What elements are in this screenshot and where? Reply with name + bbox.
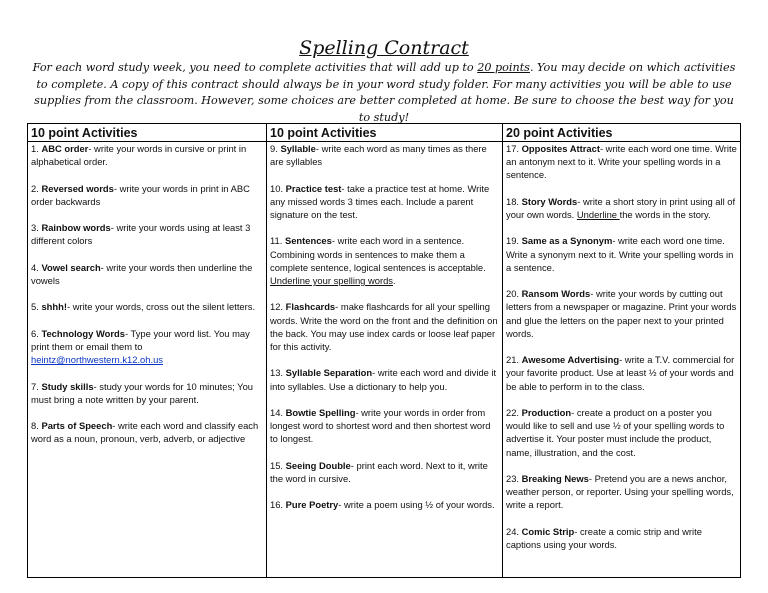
activity-name: Comic Strip <box>521 525 575 537</box>
activity-name: Study skills <box>41 380 94 392</box>
activity-column <box>267 142 503 578</box>
activity-name: Syllable Separation <box>285 367 373 379</box>
activity-item: 11. Sentences- write each word in a sentence. Combining words in sentences to make them a complete sentence, logical sentences is acceptable. Underline your spelling words. <box>270 235 486 286</box>
activity-item: 4. Vowel search- write your words then underline the vowels <box>31 261 253 286</box>
activity-name: ABC order <box>41 143 89 154</box>
activity-item: 15. Seeing Double- print each word. Next to it, write the word in cursive. <box>270 459 488 484</box>
activity-name: Ransom Words <box>521 288 591 300</box>
column-heading: 20 point Activities <box>503 124 741 142</box>
activity-name: Syllable <box>280 143 316 154</box>
activity-name: Bowtie Spelling <box>285 406 356 418</box>
column-heading: 10 point Activities <box>267 124 503 142</box>
activity-item: 5. shhh!- write your words, cross out the silent letters. <box>31 301 256 313</box>
activity-item: 9. Syllable- write each word as many times as there are syllables <box>270 143 487 168</box>
activity-name: Flashcards <box>285 301 336 313</box>
activity-item: 14. Bowtie Spelling- write your words in order from longest word to shortest word and then shortest word to longest. <box>270 406 491 445</box>
activity-item: 13. Syllable Separation- write each word and divide it into syllables. Use a dictionary to help you. <box>270 367 497 392</box>
page-title: Spelling Contract <box>299 37 469 59</box>
activity-name: Story Words <box>521 195 578 207</box>
activity-item: 23. Breaking News- Pretend you are a news anchor, weather person, or reporter. Using your spelling words, write a report. <box>506 472 734 511</box>
intro-text-2: . You may decide on which activities to complete. A copy of this contract should always be in your word study folder. For many activities you will be able to use supplies from the classroom. However, some choices are better completed at home. Be sure to choose the best way for you to study! <box>34 61 736 124</box>
activity-item: 3. Rainbow words- write your words using at least 3 different colors <box>31 222 251 247</box>
activity-item: 24. Comic Strip- create a comic strip and write captions using your words. <box>506 525 702 550</box>
activity-name: Practice test <box>285 182 342 194</box>
activity-item: 20. Ransom Words- write your words by cutting out letters from a newspaper or magazine. Print your words and glue the letters on the paper next to your printed words. <box>506 288 737 339</box>
activity-name: Opposites Attract <box>521 143 600 154</box>
activity-column <box>503 142 741 578</box>
activity-item: 12. Flashcards- make flashcards for all your spelling words. Write the word on the front and the definition on the back. You may use index cards or loose leaf paper for this activity. <box>270 301 498 352</box>
activity-item: 10. Practice test- take a practice test at home. Write any missed words 3 times each. Include a parent signature on the test. <box>270 182 490 220</box>
activity-item: 19. Same as a Synonym- write each word one time. Write a synonym next to it. Write your spelling words in a sentence. <box>506 235 734 273</box>
activity-item: 1. ABC order- write your words in cursive or print in alphabetical order. <box>31 143 247 168</box>
intro-paragraph <box>30 60 738 126</box>
activity-name: Sentences <box>284 235 332 247</box>
activity-item: 16. Pure Poetry- write a poem using ½ of your words. <box>270 499 495 511</box>
intro-text-1: For each word study week, you need to complete activities that will add up to <box>32 61 478 74</box>
activity-name: Rainbow words <box>41 222 111 234</box>
email-link[interactable]: heintz@northwestern.k12.oh.us <box>31 354 163 366</box>
activity-item: 6. Technology Words- Type your word list. You may print them or email them to heintz@northwestern.k12.oh.us <box>31 327 250 366</box>
activity-item: 22. Production- create a product on a poster you would like to sell and use ½ of your spelling words to advertise it. Your poster must include the product, name, illustration, and the cost. <box>506 406 725 458</box>
activity-name: Same as a Synonym <box>521 235 613 247</box>
activities-table <box>27 123 741 578</box>
activity-name: Breaking News <box>521 472 589 484</box>
column-heading: 10 point Activities <box>28 124 267 142</box>
activity-name: shhh! <box>41 301 67 313</box>
activity-item: 18. Story Words- write a short story in print using all of your own words. Underline the words in the story. <box>506 195 736 220</box>
activity-name: Pure Poetry <box>285 499 339 511</box>
activity-name: Parts of Speech <box>41 420 113 432</box>
activity-name: Technology Words <box>41 327 125 339</box>
activity-name: Awesome Advertising <box>521 354 620 366</box>
activity-item: 21. Awesome Advertising- write a T.V. commercial for your favorite product. Use at least ½ of your words and be able to perform in to the class. <box>506 354 735 392</box>
activity-name: Seeing Double <box>285 459 351 471</box>
activity-name: Vowel search <box>41 261 101 273</box>
activity-name: Reversed words <box>41 182 114 194</box>
activity-column <box>28 142 267 578</box>
activity-item: 2. Reversed words- write your words in print in ABC order backwards <box>31 182 250 207</box>
intro-points: 20 points <box>477 61 530 74</box>
activity-item: 7. Study skills- study your words for 10 minutes; You must bring a note written by your parent. <box>31 380 254 405</box>
activity-item: 8. Parts of Speech- write each word and classify each word as a noun, pronoun, verb, adverb, or adjective <box>31 420 259 445</box>
activity-item: 17. Opposites Attract- write each word one time. Write an antonym next to it. Write your spelling words in a sentence. <box>506 143 737 181</box>
activity-name: Production <box>521 406 572 418</box>
